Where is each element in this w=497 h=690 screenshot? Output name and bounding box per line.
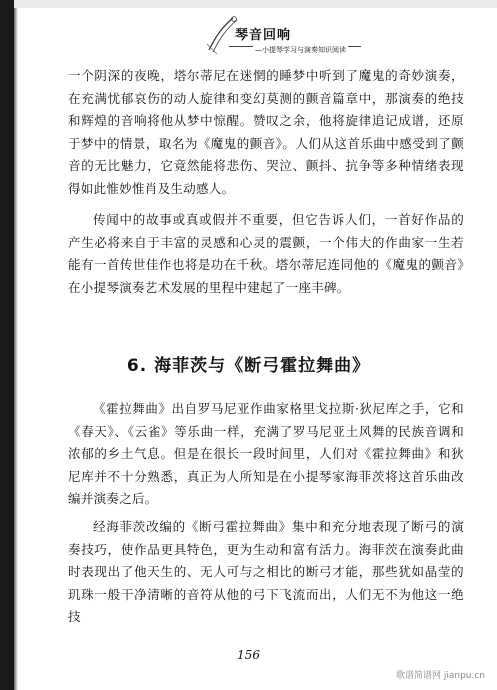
paragraph: [68, 516, 464, 629]
paragraph: [68, 398, 464, 511]
scan-edge-shadow: [0, 0, 14, 690]
site-watermark: 歌谱简谱网 jianpu.cn: [396, 671, 486, 681]
scan-top-edge: [14, 0, 497, 8]
scan-edge-fade: [14, 0, 18, 690]
running-header: [205, 14, 365, 58]
header-subtitle: —小提琴学习与演奏知识阅读: [255, 46, 346, 54]
paragraph-text: 经海菲茨改编的《断弓霍拉舞曲》集中和充分地表现了断弓的演奏技巧，使作品更具特色，更为生动和富有活力。海菲茨在演奏此曲时表现出了他天生的、无人可与之相比的断弓才能，那些犹如晶莹的玑珠一般干净清晰的音符从他的弓下飞流而出，人们无不为他这一绝技: [68, 519, 464, 624]
paragraph-text: 一个阴深的夜晚，塔尔蒂尼在迷惘的睡梦中听到了魔鬼的奇妙演奏，在充满忧郁哀伤的动人旋律和变幻莫测的颤音篇章中，那演奏的绝技和辉煌的音响将他从梦中惊醒。赞叹之余，他将旋律追记成谱，还原于梦中的情景，取名为《魔鬼的颤音》。人们从这首乐曲中感受到了颤音的无比魅力，它竟然能将悲伤、哭泣、颤抖、抗争等多种情绪表现得如此惟妙惟肖及生动感人。: [68, 68, 464, 196]
paragraph-text: 传闻中的故事或真或假并不重要，但它告诉人们，一首好作品的产生必将来自于丰富的灵感和心灵的震颤，一个伟大的作曲家一生若能有一首传世佳作也将是功在千秋。塔尔蒂尼连同他的《魔鬼的颤音》在小提琴演奏艺术发展的里程中建起了一座丰碑。: [68, 212, 464, 295]
paragraph: [68, 209, 464, 299]
paragraph: [68, 65, 464, 200]
header-title: 琴音回响: [235, 28, 292, 43]
section-heading: 6. 海菲茨与《断弓霍拉舞曲》: [126, 356, 371, 376]
paragraph-text: 《霍拉舞曲》出自罗马尼亚作曲家格里戈拉斯·狄尼库之手，它和《春天》、《云雀》等乐曲一样，充满了罗马尼亚土风舞的民族音调和浓郁的乡土气息。但是在很长一段时间里，人们对《霍拉舞曲》和狄尼库并不十分熟悉，真正为人所知是在小提琴家海菲茨将这首乐曲改编并演奏之后。: [68, 401, 464, 506]
page-number: 156: [237, 648, 260, 662]
